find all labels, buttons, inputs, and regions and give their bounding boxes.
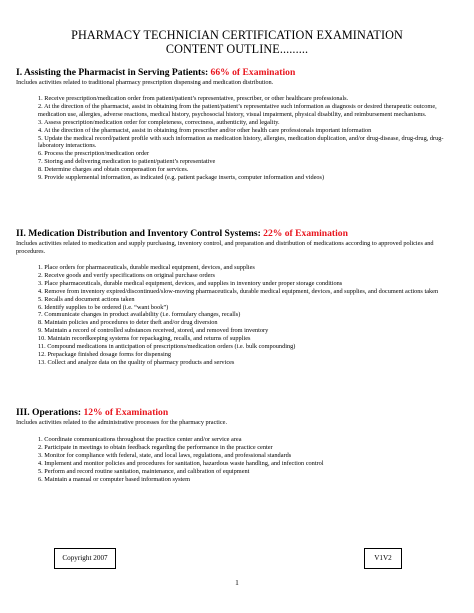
section-2-percent: 22% of Examination	[263, 228, 348, 239]
version-box: V1V2	[364, 548, 402, 569]
list-item: 4. Implement and monitor policies and procedures for sanitation, hazardous waste handling, and infection control	[38, 459, 324, 467]
list-item: 6. Identify supplies to be ordered (i.e. “want book”)	[38, 303, 169, 311]
list-item: 8. Determine charges and obtain compensation for services.	[38, 166, 189, 174]
list-item: 7. Communicate changes in product availability (i.e. formulary changes, recalls)	[38, 311, 241, 319]
list-item: 9. Provide supplemental information, as indicated (e.g. patient package inserts, computer information and videos)	[38, 174, 325, 182]
section-1-title: I. Assisting the Pharmacist in Serving Patients:	[16, 67, 211, 78]
section-2-colon: :	[257, 228, 264, 239]
list-item: 2. Receive goods and verify specifications on original purchase orders	[38, 271, 215, 279]
list-item: 5. Perform and record routine sanitation, maintenance, and calibration of equipment	[38, 467, 250, 475]
section-1-percent: 66% of Examination	[210, 67, 296, 78]
list-item: 6. Maintain a manual or computer based information system	[38, 475, 190, 483]
section-3-description: Includes activities related to the administrative processes for the pharmacy practice.	[16, 419, 228, 426]
list-item: 5. Update the medical record/patient profile with such information as medication history, allergies, medication duplication, and/or drug-disease, drug-drug, drug-laboratory interactions.	[38, 134, 444, 150]
section-2-heading	[16, 228, 348, 239]
list-item: 3. Place pharmaceuticals, durable medical equipment, devices, and supplies in inventory under proper storage conditions	[38, 279, 343, 287]
copyright-box: Copyright 2007	[54, 548, 116, 569]
list-item: 1. Receive prescription/medication order from patient/patient’s representative, prescriber, or other healthcare professionals.	[38, 95, 349, 102]
section-2-description: Includes activities related to medication and supply purchasing, inventory control, and preparation and distribution of medications according to approved policies and procedures.	[16, 240, 434, 255]
list-item: 9. Maintain a record of controlled substances received, stored, and removed from inventory	[38, 327, 269, 335]
section-3-item-list	[38, 436, 458, 483]
list-item: 6. Process the prescription/medication order	[38, 150, 150, 158]
list-item: 12. Prepackage finished dosage forms for dispensing	[38, 350, 172, 358]
list-item: 10. Maintain recordkeeping systems for repackaging, recalls, and returns of supplies	[38, 335, 251, 343]
list-item: 4. At the direction of the pharmacist, assist in obtaining from prescriber and/or other health care professionals important information	[38, 126, 372, 134]
list-item: 3. Assess prescription/medication order for completeness, correctness, authenticity, and legality.	[38, 118, 280, 126]
section-1-description: Includes activities related to traditional pharmacy prescription dispensing and medication distribution.	[16, 79, 274, 86]
list-item: 7. Storing and delivering medication to patient/patient’s representative	[38, 158, 216, 166]
list-item: 4. Remove from inventory expired/discontinued/slow-moving pharmaceuticals, durable medical equipment, devices, and supplies, and document actions taken	[38, 287, 439, 295]
section-3-title: III. Operations:	[16, 407, 84, 418]
section-1-heading	[16, 67, 295, 78]
section-3-percent: 12% of Examination	[83, 407, 169, 418]
list-item: 1. Place orders for pharmaceuticals, durable medical equipment, devices, and supplies	[38, 264, 255, 271]
list-item: 13. Collect and analyze data on the quality of pharmacy products and services	[38, 358, 235, 366]
section-1-item-list	[38, 95, 458, 182]
document-title-line2: CONTENT OUTLINE.........	[165, 42, 309, 56]
list-item: 2. At the direction of the pharmacist, assist in obtaining from the patient/patient’s representative such information as diagnosis or desired therapeutic outcome, medication use, allergies, adverse reactions, medical history, psychosocial history, visual impairment, physical disability, and reimbursement mechanisms.	[38, 102, 437, 118]
list-item: 1. Coordinate communications throughout the practice center and/or service area	[38, 436, 242, 443]
page-number: 1	[235, 578, 239, 587]
section-2-title: II. Medication Distribution and Inventory Control Systems	[16, 228, 258, 239]
list-item: 2. Participate in meetings to obtain feedback regarding the performance in the practice center	[38, 443, 273, 451]
list-item: 11. Compound medications in anticipation of prescriptions/medication orders (i.e. bulk compounding)	[38, 343, 296, 351]
section-3-heading	[16, 407, 168, 418]
section-2-item-list	[38, 264, 458, 367]
list-item: 3. Monitor for compliance with federal, state, and local laws, regulations, and professional standards	[38, 451, 292, 459]
document-title-line1: PHARMACY TECHNICIAN CERTIFICATION EXAMINATION	[71, 28, 403, 42]
list-item: 5. Recalls and document actions taken	[38, 295, 135, 303]
list-item: 8. Maintain policies and procedures to deter theft and/or drug diversion	[38, 319, 218, 327]
